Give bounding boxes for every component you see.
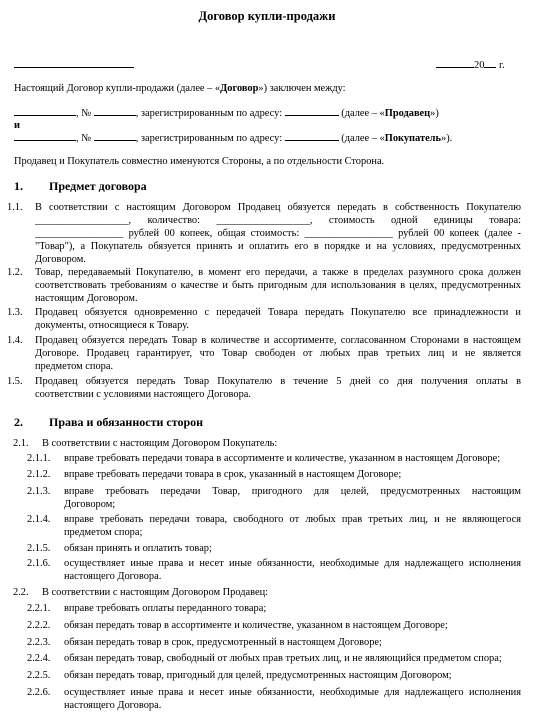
- section-1-number: 1.: [14, 179, 23, 193]
- section-2-title: Права и обязанности сторон: [49, 415, 204, 429]
- clause-text-line: настоящим Договором.: [35, 293, 138, 304]
- clause-text-line: Договором.: [35, 254, 86, 265]
- and-word: и: [14, 120, 20, 131]
- clause-text-line: обязан передать товар, свободный от любых прав третьих лиц, и не являющийся предметом спора;: [64, 653, 502, 664]
- clause-text-line: В соответствии с настоящим Договором Продавец обязуется передать в собственность Покупателю: [35, 202, 521, 213]
- clause-text-line: вправе требовать передачи товара, свободного от любых прав третьих лиц, и не являющегося: [64, 514, 521, 525]
- clause-text-line: __________________, количество: __________________, стоимость одной единицы товара:: [35, 215, 521, 226]
- clause-text-line: соответствии с условиями настоящего Договора.: [35, 389, 251, 400]
- clause-2-2-text: В соответствии с настоящим Договором Продавец:: [42, 587, 269, 598]
- clause-text-line: документы, относящиеся к Товару.: [35, 320, 189, 331]
- clause-text-line: соответствовать требованиям о качестве и быть пригодным для использования в целях, предусмотренных: [35, 280, 521, 291]
- clause-number: 2.2.3.: [27, 637, 51, 648]
- clause-text-line: настоящего Договора.: [64, 571, 162, 582]
- clause-text-line: вправе требовать передачи товара в ассортименте и количестве, указанном в настоящем Договоре;: [64, 453, 501, 464]
- seller-line: , № , зарегистрированным по адресу: (далее – «Продавец»): [14, 106, 439, 120]
- clause-text-line: осуществляет иные права и несет иные обязанности, необходимые для надлежащего исполнения: [64, 687, 521, 698]
- clause-number: 2.1.1.: [27, 453, 51, 464]
- clause-number: 2.2.4.: [27, 653, 51, 664]
- year-prefix: 20: [474, 60, 485, 71]
- clause-text-line: "Товар"), а Покупатель обязуется принять и оплатить его в порядке и на условиях, предусмотренных: [35, 241, 521, 252]
- clause-number: 1.4.: [7, 335, 23, 346]
- clause-number: 2.2.6.: [27, 687, 51, 698]
- clause-text-line: вправе требовать передачи Товар, пригодного для целей, предусмотренных настоящим: [64, 486, 521, 497]
- clause-text-line: осуществляет иные права и несет иные обязанности, необходимые для надлежащего исполнения: [64, 558, 521, 569]
- clause-2-2-number: 2.2.: [13, 587, 29, 598]
- clause-number: 2.1.3.: [27, 486, 51, 497]
- year-label: г.: [499, 60, 505, 71]
- clause-number: 1.1.: [7, 202, 23, 213]
- intro-text: Настоящий Договор купли-продажи (далее – «Договор») заключен между:: [14, 83, 346, 94]
- clause-text-line: обязан принять и оплатить товар;: [64, 543, 212, 554]
- parties-note: Продавец и Покупатель совместно именуются Стороны, а по отдельности Сторона.: [14, 156, 385, 167]
- clause-2-1-number: 2.1.: [13, 438, 29, 449]
- clause-2-1-text: В соответствии с настоящим Договором Покупатель:: [42, 438, 278, 449]
- clause-text-line: настоящего Договора.: [64, 700, 162, 711]
- clause-number: 2.1.5.: [27, 543, 51, 554]
- document-title: Договор купли-продажи: [198, 9, 336, 23]
- clause-text-line: _________________ рублей 00 копеек, общая стоимость: _________________ рублей 00 копеек (далее -: [35, 228, 521, 239]
- date-line: [436, 58, 505, 72]
- place-blank: [14, 58, 134, 72]
- clause-number: 1.5.: [7, 376, 23, 387]
- clause-text-line: вправе требовать передачи товара в срок, указанный в настоящем Договоре;: [64, 469, 402, 480]
- clause-text-line: Продавец обязуется передать Товар в количестве и ассортименте, согласованном Сторонами в настоящем: [35, 335, 521, 346]
- clause-text-line: предметом спора.: [35, 361, 114, 372]
- clause-number: 2.1.4.: [27, 514, 51, 525]
- buyer-line: , № , зарегистрированным по адресу: (далее – «Покупатель»).: [14, 131, 452, 145]
- clause-number: 2.2.5.: [27, 670, 51, 681]
- section-2-number: 2.: [14, 415, 23, 429]
- clause-number: 1.2.: [7, 267, 23, 278]
- clause-text-line: обязан передать товар, пригодный для целей, предусмотренных настоящим Договором;: [64, 670, 452, 681]
- clause-number: 1.3.: [7, 307, 23, 318]
- clause-number: 2.1.2.: [27, 469, 51, 480]
- clause-text-line: Продавец обязуется передать Товар Покупателю в течение 5 дней со дня получения оплаты в: [35, 376, 521, 387]
- clause-number: 2.2.1.: [27, 603, 51, 614]
- clause-number: 2.1.6.: [27, 558, 51, 569]
- clause-text-line: обязан передать товар в срок, предусмотренный в настоящем Договоре;: [64, 637, 382, 648]
- clause-number: 2.2.2.: [27, 620, 51, 631]
- clause-text-line: Продавец обязуется одновременно с передачей Товара передать Покупателю все принадлежности и: [35, 307, 521, 318]
- clause-text-line: вправе требовать оплаты переданного товара;: [64, 603, 267, 614]
- clause-text-line: Договором;: [64, 499, 116, 510]
- section-1-title: Предмет договора: [49, 179, 147, 193]
- clause-text-line: предметом спора;: [64, 527, 143, 538]
- clause-text-line: Договоре. Продавец гарантирует, что Товар свободен от любых прав третьих лиц и не является: [35, 348, 521, 359]
- clause-text-line: Товар, передаваемый Покупателю, в момент его передачи, а также в пределах разумного срока должен: [35, 267, 521, 278]
- clause-text-line: обязан передать товар в ассортименте и количестве, указанном в настоящем Договоре;: [64, 620, 448, 631]
